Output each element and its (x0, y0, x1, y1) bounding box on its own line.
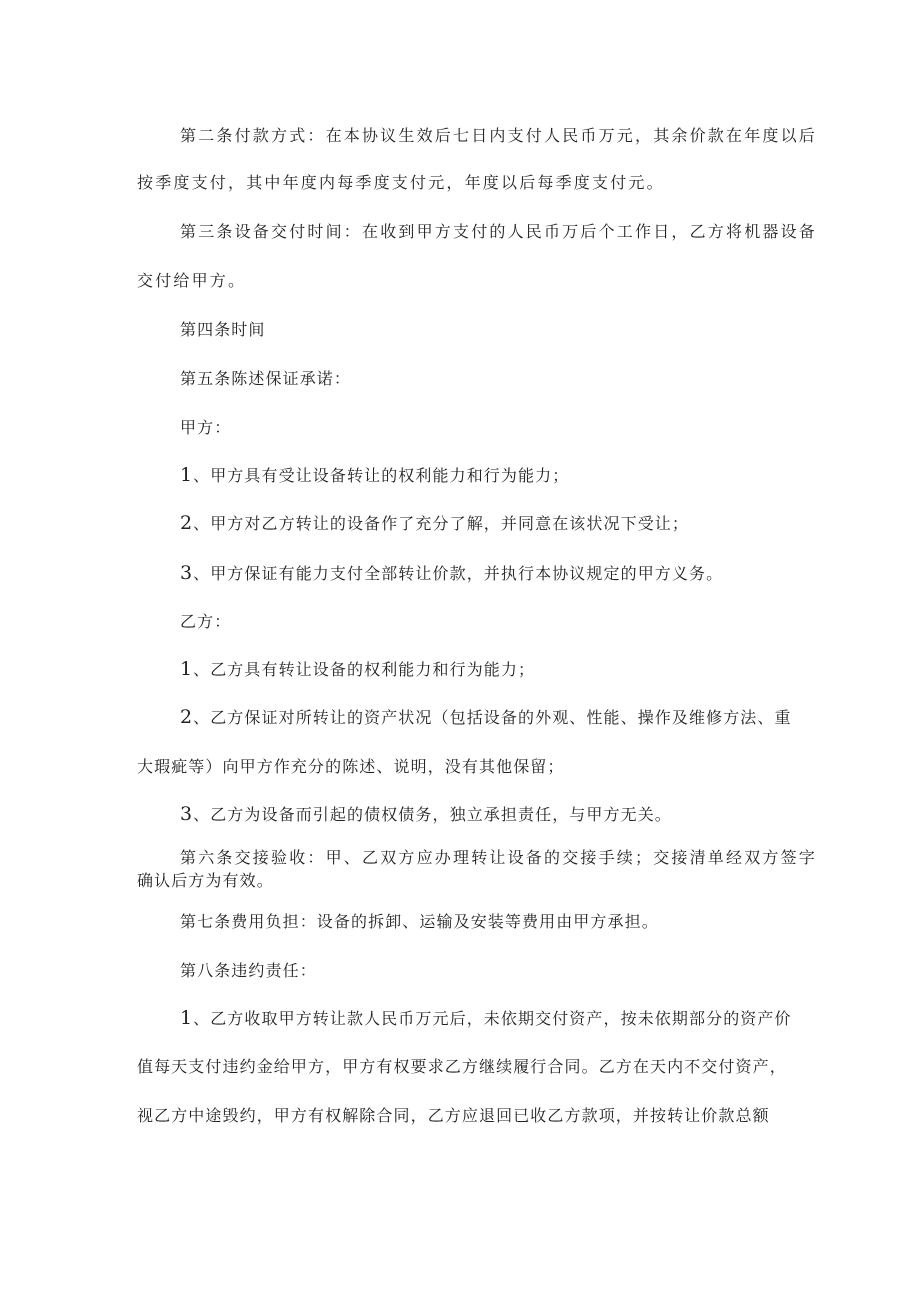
item-number: 3 (180, 803, 194, 825)
item-text: 、甲方对乙方转让的设备作了充分了解，并同意在该状况下受让； (193, 514, 689, 533)
item-number: 1 (180, 658, 194, 680)
party-a-item-1 (180, 465, 569, 486)
item-number: 1 (180, 464, 194, 486)
article-8-item-1-line-2: 值每天支付违约金给甲方，甲方有权要求乙方继续履行合同。乙方在天内不交付资产， (137, 1057, 787, 1076)
party-b-heading: 乙方： (180, 612, 232, 631)
item-text: 、甲方保证有能力支付全部转让价款，并执行本协议规定的甲方义务。 (193, 564, 724, 583)
item-text: 、乙方具有转让设备的权利能力和行为能力； (193, 660, 536, 679)
item-number: 1 (180, 1007, 194, 1029)
party-b-item-2 (180, 707, 792, 728)
item-number: 2 (180, 512, 194, 534)
article-6-line-2: 确认后方为有效。 (137, 871, 274, 890)
item-number: 3 (180, 562, 194, 584)
article-2-line-1: 第二条付款方式：在本协议生效后七日内支付人民币万元，其余价款在年度以后 (180, 126, 818, 145)
item-text: 、乙方保证对所转让的资产状况（包括设备的外观、性能、操作及维修方法、重 (193, 708, 792, 727)
article-3-line-2: 交付给甲方。 (137, 271, 247, 290)
article-6-line-1: 第六条交接验收：甲、乙双方应办理转让设备的交接手续；交接清单经双方签字 (180, 848, 818, 867)
article-3-line-1: 第三条设备交付时间：在收到甲方支付的人民币万后个工作日，乙方将机器设备 (180, 222, 818, 241)
article-2-line-2: 按季度支付，其中年度内每季度支付元，年度以后每季度支付元。 (137, 173, 665, 192)
party-b-item-2-continued: 大瑕疵等）向甲方作充分的陈述、说明，没有其他保留； (137, 757, 565, 776)
party-b-item-3 (180, 804, 672, 825)
party-a-heading: 甲方： (180, 418, 232, 437)
party-a-item-3 (180, 563, 723, 584)
article-8-item-1-line-3: 视乙方中途毁约，甲方有权解除合同，乙方应退回已收乙方款项，并按转让价款总额 (137, 1106, 770, 1125)
article-5-heading: 第五条陈述保证承诺： (180, 369, 352, 388)
article-8-heading: 第八条违约责任： (180, 961, 317, 980)
party-b-item-1 (180, 659, 535, 680)
item-number: 2 (180, 706, 194, 728)
item-text: 、甲方具有受让设备转让的权利能力和行为能力； (193, 466, 570, 485)
item-text: 、乙方收取甲方转让款人民币万元后，未依期交付资产，按未依期部分的资产价 (193, 1009, 792, 1028)
article-8-item-1-line-1 (180, 1008, 792, 1029)
article-4-heading: 第四条时间 (180, 320, 266, 339)
party-a-item-2 (180, 513, 689, 534)
item-text: 、乙方为设备而引起的债权债务，独立承担责任，与甲方无关。 (193, 805, 672, 824)
article-7: 第七条费用负担：设备的拆卸、运输及安装等费用由甲方承担。 (180, 912, 659, 931)
